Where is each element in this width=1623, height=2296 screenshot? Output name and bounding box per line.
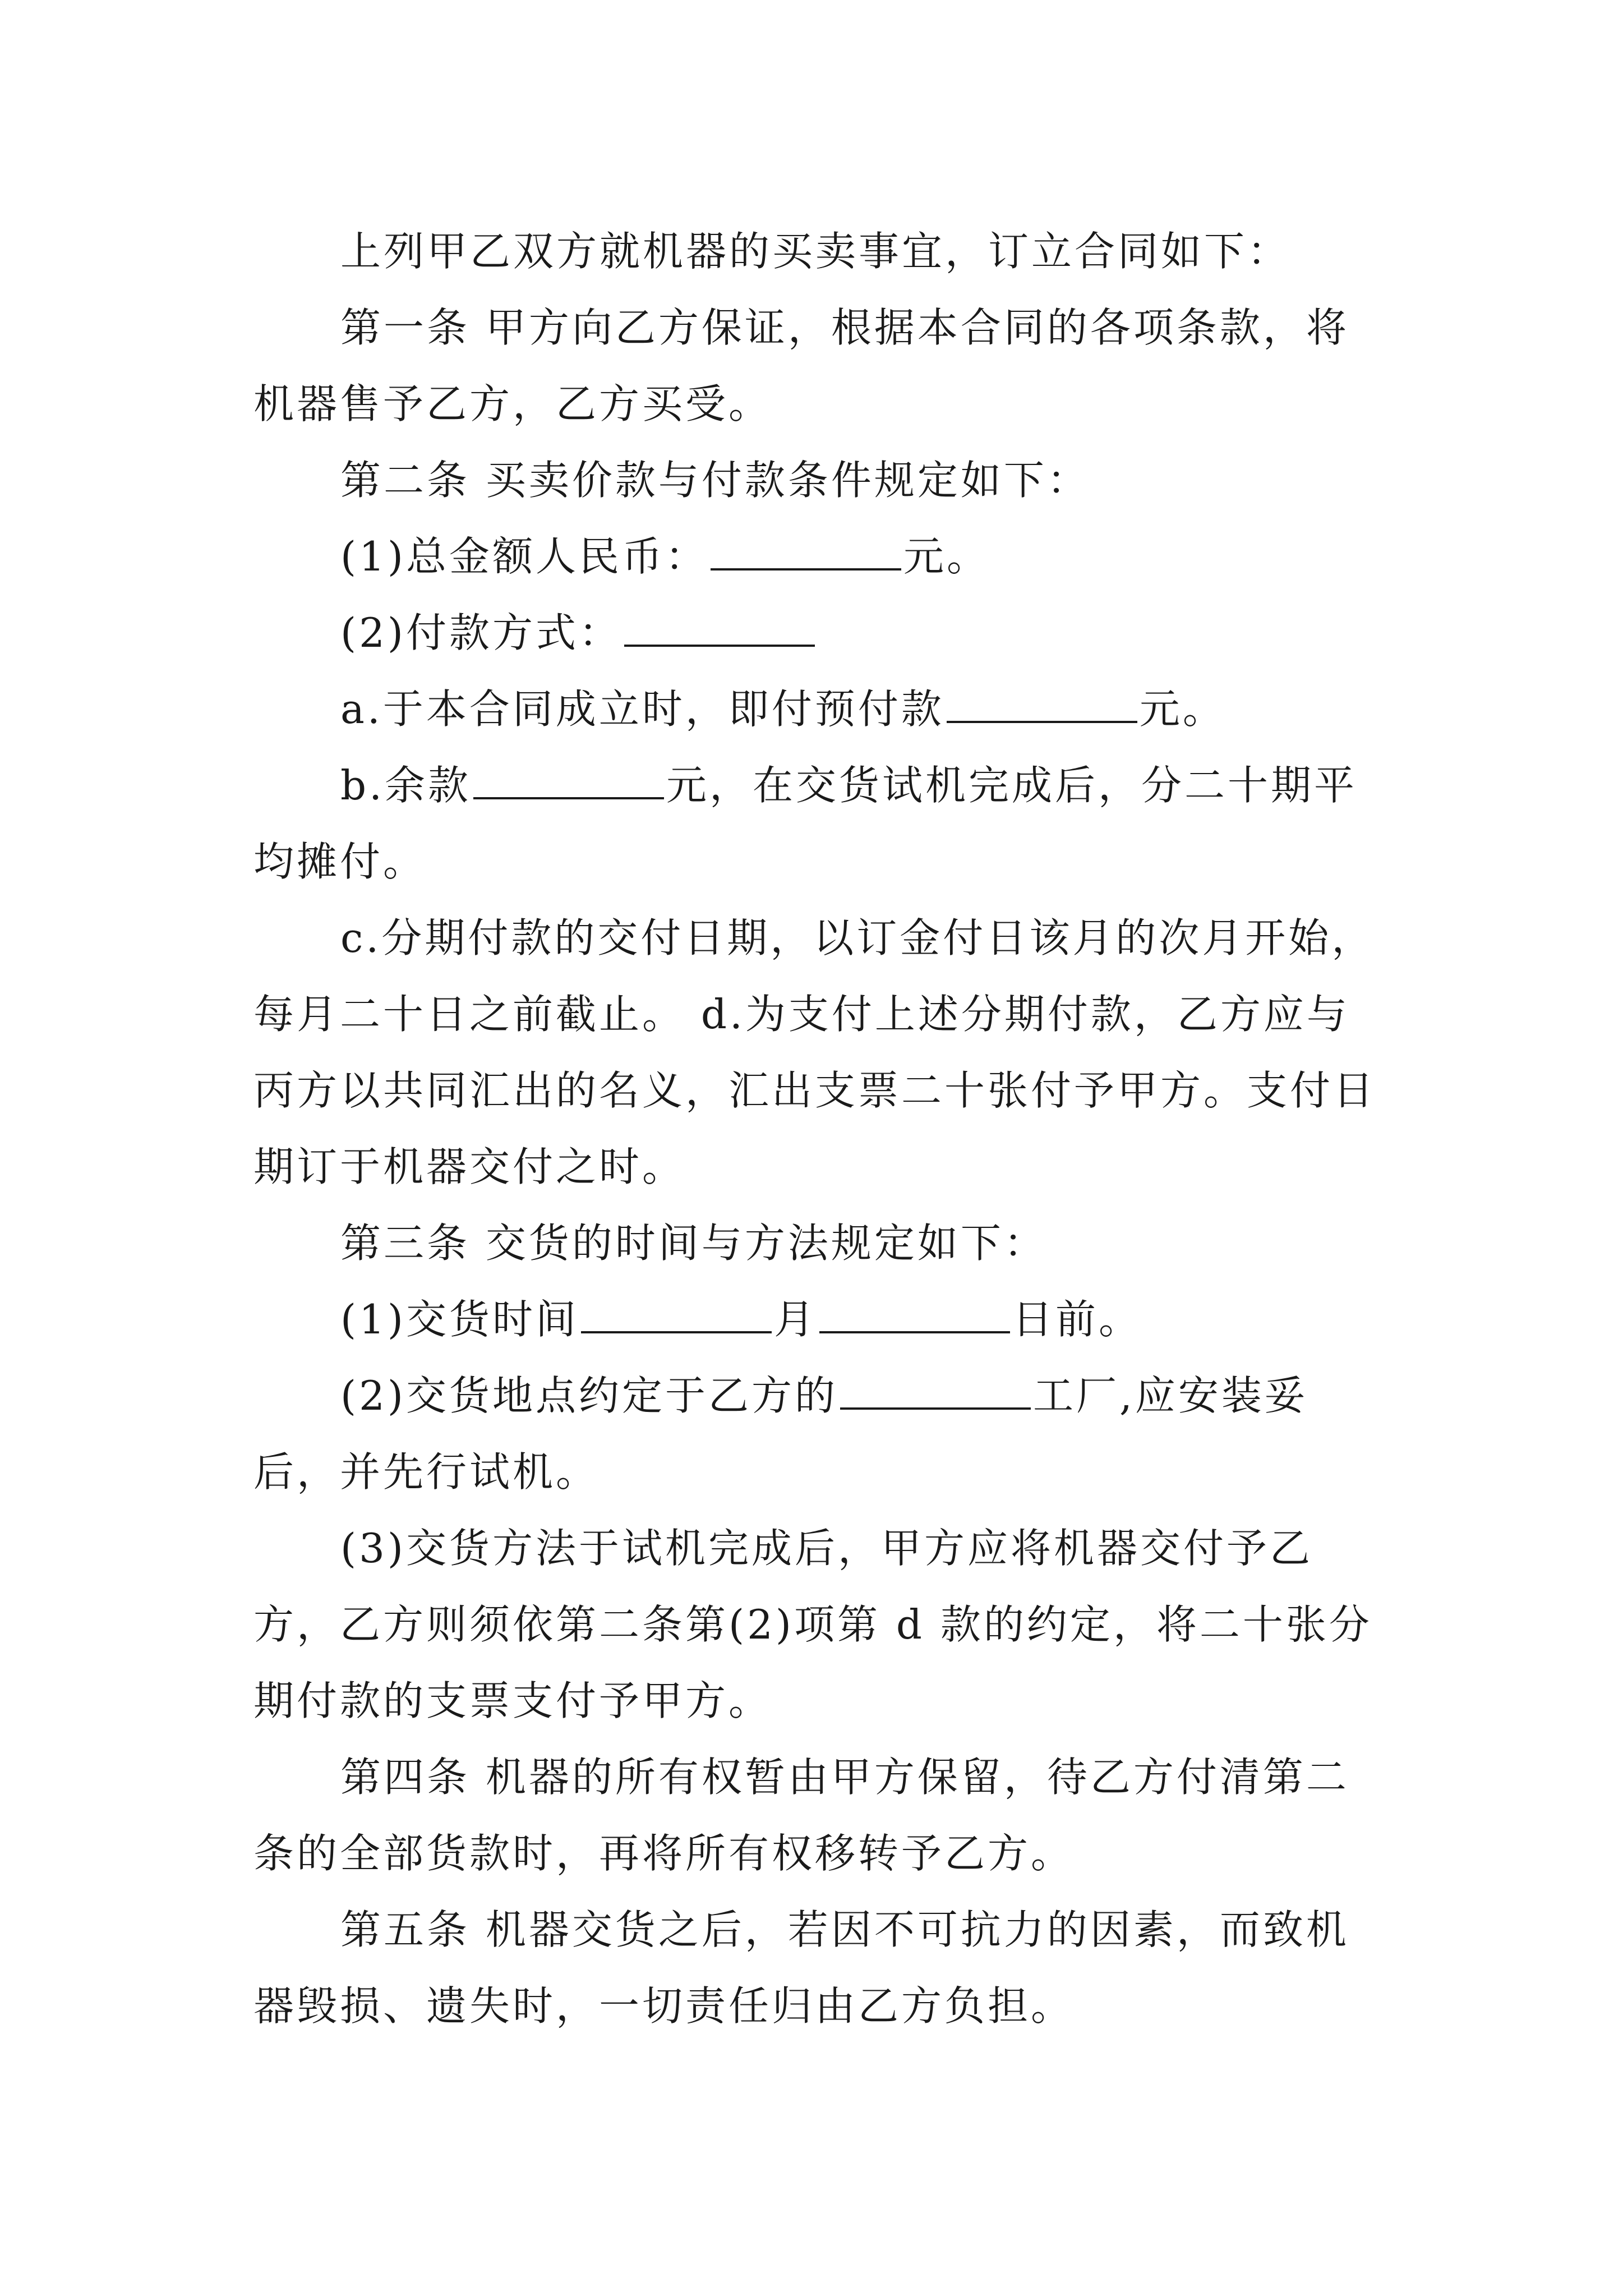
article-3-heading: 第三条 交货的时间与方法规定如下：: [340, 1220, 1047, 1267]
fill-blank-total-amount[interactable]: [711, 531, 901, 570]
fill-blank-payment-method[interactable]: [624, 608, 815, 647]
item-text: a.于本合同成立时，即付预付款: [340, 685, 944, 733]
item-text-tail: 工厂,应安装妥后，并先行试机。: [253, 1372, 1308, 1496]
item-text: (2)交货地点约定于乙方的: [340, 1372, 838, 1419]
article-2-item-c-d: c.分期付款的交付日期，以订金付日该月的次月开始，每月二十日之前截止。 d.为支付上述分期付款，乙方应与丙方以共同汇出的名义，汇出支票二十张付予甲方。支付日期订于机器交付之时。: [253, 914, 1377, 1190]
fill-blank-balance[interactable]: [473, 760, 664, 799]
article-2-item-2: [253, 595, 1381, 671]
article-2-heading: 第二条 买卖价款与付款条件规定如下：: [340, 457, 1090, 504]
article-5: 第五条 机器交货之后，若因不可抗力的因素，而致机器毁损、遗失时，一切责任归由乙方负担。: [253, 1906, 1349, 2030]
fill-blank-delivery-location[interactable]: [840, 1370, 1031, 1410]
contract-page: [253, 213, 1381, 2044]
article-2-item-b: [253, 747, 1381, 900]
article-3-item-1: [253, 1281, 1381, 1358]
item-text-tail: 元，在交货试机完成后，分二十期平均摊付。: [253, 762, 1357, 885]
fill-blank-prepayment[interactable]: [947, 684, 1137, 723]
article-1: 第一条 甲方向乙方保证，根据本合同的各项条款，将机器售予乙方，乙方买受。: [253, 304, 1349, 427]
item-text-tail: 元。: [903, 533, 990, 580]
fill-blank-delivery-month[interactable]: [581, 1294, 772, 1333]
article-2-item-1: [253, 518, 1381, 595]
item-text-middle: 月: [774, 1296, 818, 1343]
intro-paragraph: 上列甲乙双方就机器的买卖事宜，订立合同如下：: [340, 228, 1291, 275]
article-3-item-2: [253, 1358, 1381, 1510]
fill-blank-delivery-day[interactable]: [819, 1294, 1010, 1333]
item-text-tail: 日前。: [1012, 1296, 1142, 1343]
article-4: 第四条 机器的所有权暂由甲方保留，待乙方付清第二条的全部货款时，再将所有权移转予乙方。: [253, 1754, 1349, 1877]
article-3-item-3: (3)交货方法于试机完成后，甲方应将机器交付予乙方，乙方则须依第二条第(2)项第 d 款的约定，将二十张分期付款的支票支付予甲方。: [253, 1525, 1372, 1724]
item-text-tail: 元。: [1139, 685, 1226, 733]
item-text: (2)付款方式：: [340, 609, 622, 656]
item-text: b.余款: [340, 762, 471, 809]
item-text: (1)交货时间: [340, 1296, 579, 1343]
item-text: (1)总金额人民币：: [340, 533, 708, 580]
article-2-item-a: [253, 671, 1381, 747]
